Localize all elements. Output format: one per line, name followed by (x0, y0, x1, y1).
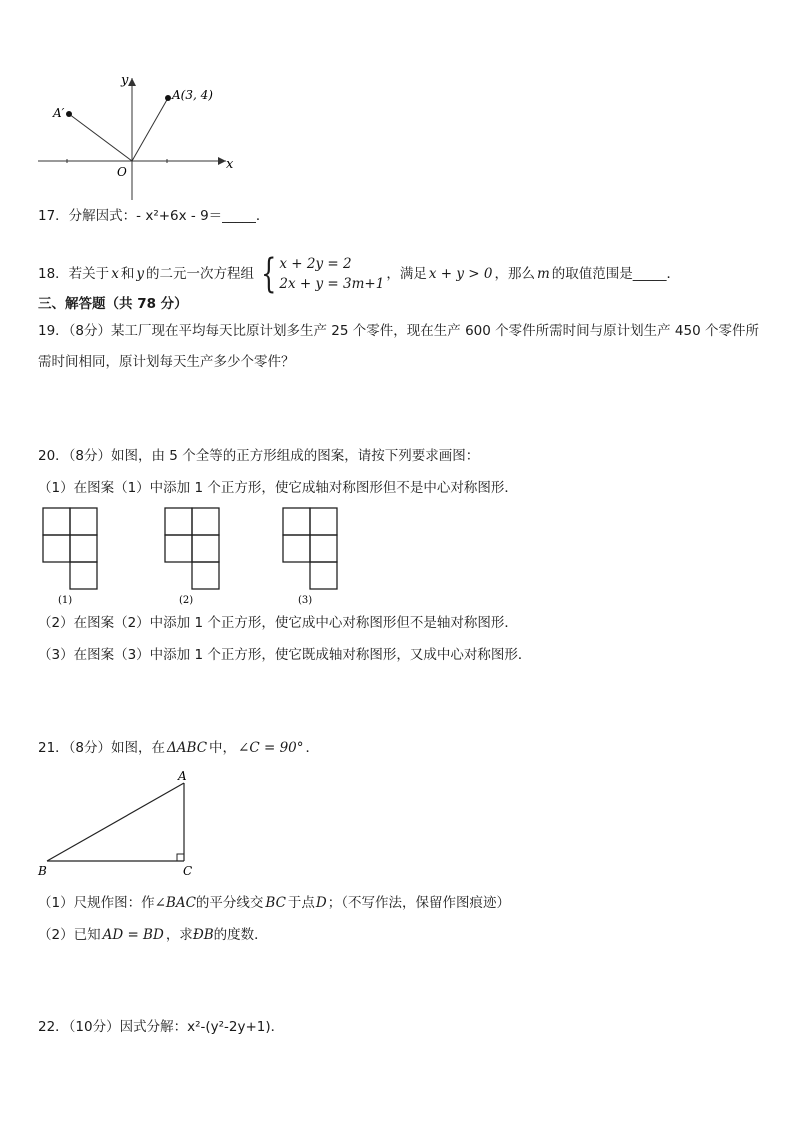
equation-1: x + 2y = 2 (279, 256, 352, 272)
question-20-part-2 (38, 613, 518, 633)
right-angle-mark (177, 854, 184, 861)
q21-part1-d-end: ；（不写作法，保留作图痕迹） (327, 895, 510, 911)
q18-var-y: y (136, 266, 144, 282)
question-20-intro (38, 446, 479, 466)
pattern-1 (43, 508, 97, 589)
q20-part-1-text: （1）在图案（1）中添加 1 个正方形，使它成轴对称图形但不是中心对称图形． (38, 480, 518, 496)
system-brace: { (261, 251, 277, 297)
q18-and: 和 (120, 266, 135, 282)
q19-line-1-text: 19．（8分）某工厂现在平均每天比原计划多生产 25 个零件，现在生产 600 个零件所需时间与原计划生产 450 个零件所 (38, 323, 759, 339)
q20-part-3-text: （3）在图案（3）中添加 1 个正方形，使它既成轴对称图形，又成中心对称图形． (38, 647, 532, 663)
x-axis-arrow (218, 157, 226, 165)
triangle-figure (30, 765, 210, 880)
x-axis-label: x (226, 157, 234, 172)
section-3-title-text: 三、解答题（共 78 分） (38, 296, 188, 312)
q21-part2-a: （2）已知 (38, 927, 101, 943)
equation-2: 2x + y = 3m+1 (279, 276, 385, 292)
q18-prefix: 18．若关于 (38, 266, 110, 282)
q18-then: ，那么 (494, 266, 535, 282)
pattern-2 (165, 508, 219, 589)
q21-triangle: ΔABC (167, 740, 208, 756)
q21-part1-d: D (315, 895, 327, 911)
q21-part2-angle: ÐB (192, 927, 214, 943)
section-3-title (38, 294, 188, 314)
question-17 (38, 206, 269, 226)
coordinate-figure (30, 70, 250, 205)
point-a (165, 95, 171, 101)
question-19-line-1 (38, 321, 759, 341)
q21-part1-b: 的平分线交 (195, 895, 264, 911)
origin-label: O (117, 165, 127, 179)
side-ab (47, 783, 184, 861)
question-21-part-1 (38, 893, 510, 913)
q21-part2-b: ，求 (165, 927, 193, 943)
vertex-b-label: B (38, 864, 47, 878)
q21-part2-c: 的度数． (213, 927, 268, 943)
pattern-2-label: (2) (179, 595, 194, 606)
y-axis-label: y (121, 73, 129, 88)
q18-var-m: m (536, 266, 550, 282)
q22-text: 22．（10分）因式分解：x²-(y²-2y+1)． (38, 1019, 285, 1035)
question-21-part-2 (38, 925, 268, 945)
question-21 (38, 738, 319, 758)
q21-middle: 中， (209, 740, 237, 756)
vertex-c-label: C (183, 864, 193, 878)
q19-line-2-text: 需时间相同，原计划每天生产多少个零件？ (38, 354, 295, 370)
y-axis-arrow (128, 78, 136, 86)
segment-oa (132, 98, 168, 161)
question-20-part-1 (38, 478, 518, 498)
q18-satisfy: ，满足 (386, 266, 427, 282)
pattern-3-label: (3) (298, 595, 313, 606)
q21-end: ． (305, 740, 319, 756)
point-a-prime (66, 111, 72, 117)
pattern-3 (283, 508, 337, 589)
square-patterns-figure (38, 505, 358, 610)
q18-middle: 的二元一次方程组 (145, 266, 254, 282)
q18-suffix: 的取值范围是_____． (551, 266, 681, 282)
q21-part1-bc: BC (265, 895, 286, 911)
pattern-1-label: (1) (58, 595, 73, 606)
equation-system (256, 251, 385, 297)
q18-var-x: x (111, 266, 119, 282)
question-19-line-2 (38, 352, 295, 372)
q18-condition: x + y > 0 (428, 266, 493, 282)
question-20-part-3 (38, 645, 531, 665)
q20-intro-text: 20．（8分）如图，由 5 个全等的正方形组成的图案，请按下列要求画图： (38, 448, 480, 464)
q21-part1-a: （1）尺规作图：作 (38, 895, 155, 911)
point-a-prime-label: A′ (53, 106, 65, 120)
q21-angle: ∠C = 90° (238, 740, 304, 756)
q21-part2-eq: AD = BD (102, 927, 164, 943)
question-18 (38, 251, 681, 297)
q20-part-2-text: （2）在图案（2）中添加 1 个正方形，使它成中心对称图形但不是轴对称图形． (38, 615, 518, 631)
q21-prefix: 21．（8分）如图，在 (38, 740, 166, 756)
question-22 (38, 1017, 284, 1037)
segment-oa-prime (69, 114, 132, 161)
vertex-a-label: A (178, 769, 187, 783)
q21-part1-angle: ∠BAC (154, 895, 196, 911)
point-a-label: A(3, 4) (172, 88, 213, 102)
q21-part1-c: 于点 (287, 895, 315, 911)
question-17-text: 17．分解因式：- x²+6x - 9＝_____． (38, 208, 270, 224)
